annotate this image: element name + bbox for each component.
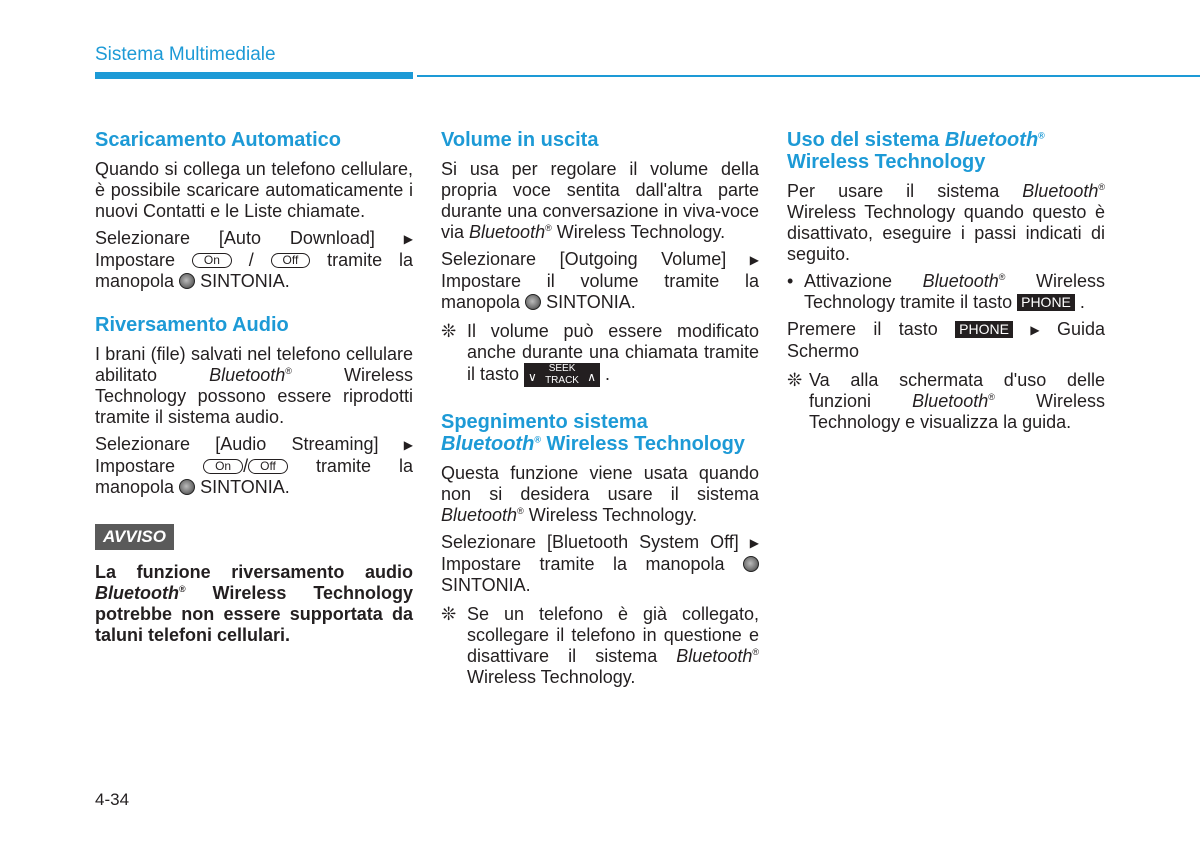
on-button-icon: On [203,459,243,474]
off-button-icon: Off [271,253,311,268]
paragraph: Selezionare [Bluetooth System Off] ▶ Impostare tramite la manopola SINTONIA. [441,532,759,595]
knob-icon [743,556,759,572]
phone-button-icon: PHONE [1017,294,1075,311]
paragraph: I brani (file) salvati nel telefono cellulare abilitato Bluetooth® Wireless Technology possono essere riprodotti tramite il sistema audio. [95,344,413,427]
seek-track-button-icon: ∨ SEEK TRACK ∧ [524,363,600,387]
heading-scaricamento: Scaricamento Automatico [95,129,341,151]
warning-badge: AVVISO [95,524,174,550]
phone-button-icon: PHONE [955,321,1013,338]
on-button-icon: On [192,253,232,268]
paragraph: Quando si collega un telefono cellulare, è possibile scaricare automaticamente i nuovi Contatti e le Liste chiamate. [95,159,413,221]
header-rule-thin [417,75,1200,77]
paragraph: Per usare il sistema Bluetooth® Wireless Technology quando questo è disattivato, eseguire i passi indicati di seguito. [787,181,1105,264]
column-3 [787,129,1105,439]
warning-text: La funzione riversamento audio Bluetooth® Wireless Technology potrebbe non essere supportata da taluni telefoni cellulari. [95,562,413,645]
knob-icon [525,294,541,310]
arrow-right-icon: ▶ [749,253,759,267]
note: ❊ Va alla schermata d'uso delle funzioni Bluetooth® Wireless Technology e visualizza la guida. [787,370,1105,432]
paragraph: Questa funzione viene usata quando non si desidera usare il sistema Bluetooth® Wireless Technology. [441,463,759,525]
note-icon: ❊ [441,321,457,341]
arrow-right-icon: ▶ [1030,323,1040,337]
heading-spegnimento: Spegnimento sistema Bluetooth® Wireless Technology [441,411,745,455]
arrow-right-icon: ▶ [403,232,413,246]
off-button-icon: Off [248,459,288,474]
heading-riversamento: Riversamento Audio [95,314,289,336]
knob-icon [179,273,195,289]
note: ❊ Il volume può essere modificato anche durante una chiamata tramite il tasto ∨ SEEK TRACK ∧ . [441,321,759,386]
bullet-item: • Attivazione Bluetooth® Wireless Technology tramite il tasto PHONE . [787,271,1105,312]
column-2 [441,129,759,694]
page-number: 4-34 [95,790,130,809]
header-rule-thick [95,72,413,79]
column-1 [95,129,413,646]
note: ❊ Se un telefono è già collegato, scollegare il telefono in questione e disattivare il sistema Bluetooth® Wireless Technology. [441,604,759,687]
paragraph: Premere il tasto PHONE ▶ Guida Schermo [787,319,1105,361]
section-header: Sistema Multimediale [95,44,276,65]
note-icon: ❊ [787,370,803,390]
paragraph: Selezionare [Outgoing Volume] ▶ Impostare il volume tramite la manopola SINTONIA. [441,249,759,312]
paragraph: Selezionare [Audio Streaming] ▶ Impostare On / Off tramite la manopola SINTONIA. [95,434,413,497]
paragraph: Si usa per regolare il volume della propria voce sentita dall'altra parte durante una conversazione in viva-voce via Bluetooth® Wireless Technology. [441,159,759,242]
heading-volume: Volume in uscita [441,129,599,151]
arrow-right-icon: ▶ [749,536,759,550]
note-icon: ❊ [441,604,457,624]
knob-icon [179,479,195,495]
paragraph: Selezionare [Auto Download] ▶ Impostare On / Off tramite la manopola SINTONIA. [95,228,413,291]
arrow-right-icon: ▶ [403,438,413,452]
heading-uso-sistema: Uso del sistema Bluetooth® Wireless Technology [787,129,1045,173]
